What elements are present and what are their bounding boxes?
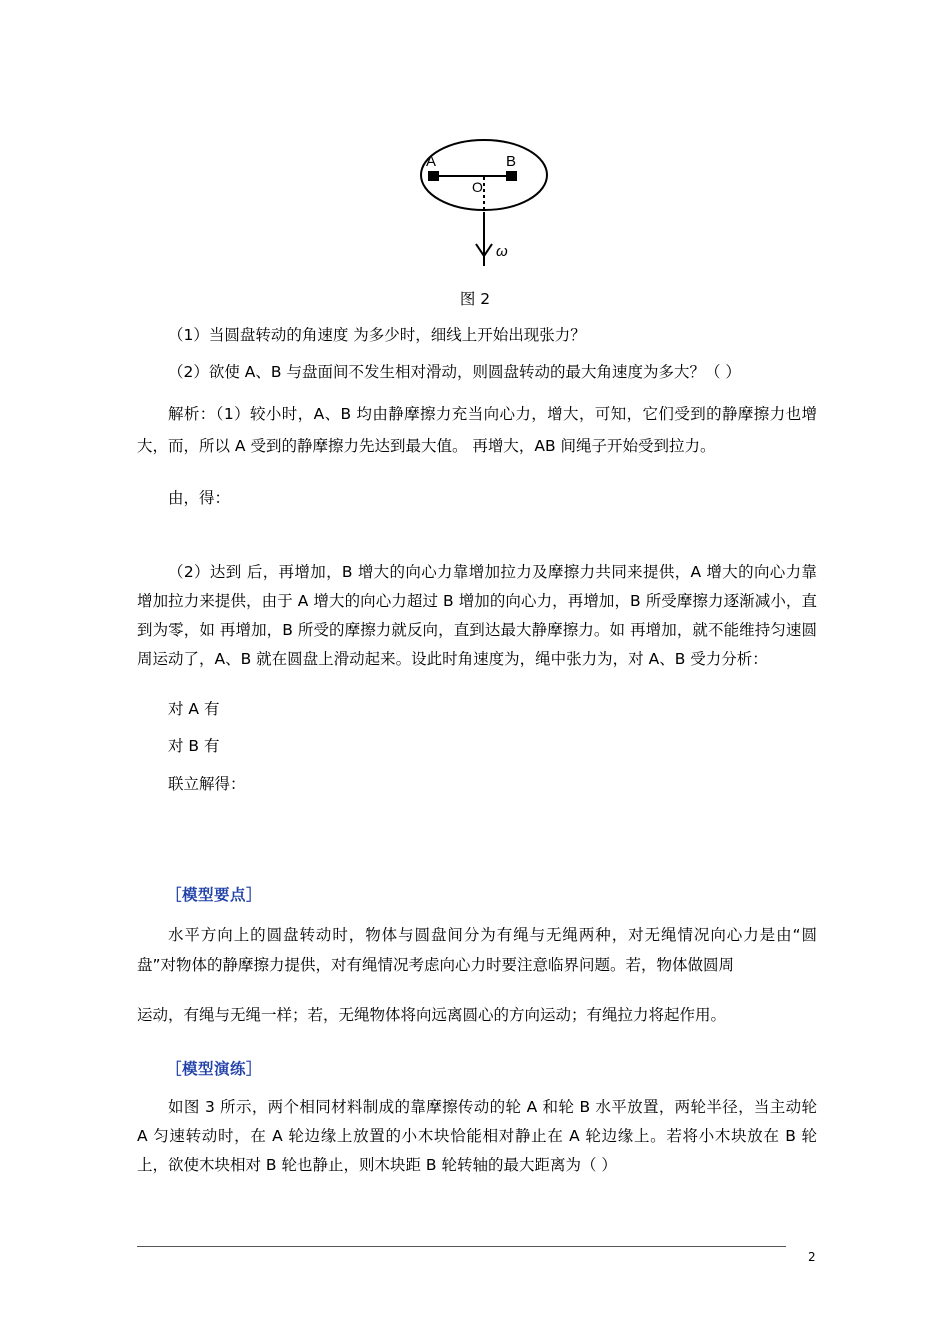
figure-caption: 图 2 — [459, 290, 491, 308]
analysis-solve: 联立解得： — [168, 775, 246, 793]
label-omega: ω — [496, 243, 508, 260]
label-o: O — [472, 179, 483, 195]
question-2: （2）欲使 A、B 与盘面间不发生相对滑动，则圆盘转动的最大角速度为多大？（ ） — [168, 363, 741, 381]
analysis-part2: （2）达到 后，再增加，B 增大的向心力靠增加拉力及摩擦力共同来提供，A 增大的向心力靠增加拉力来提供，由于 A 增大的向心力超过 B 增加的向心力，再增加，B 所受摩擦力逐渐减小，直到为零，如 再增加，B 所受的摩擦力就反向，直到达最大静摩擦力。如 再增加，就不能维持匀速圆周运动了，A、B 就在圆盘上滑动起来。设此时角速度为，绳中张力为，对 A、B 受力分析： — [137, 563, 817, 668]
analysis-from-get: 由，得： — [168, 489, 231, 507]
model-practice-body: 如图 3 所示，两个相同材料制成的靠摩擦传动的轮 A 和轮 B 水平放置，两轮半径，当主动轮 A 匀速转动时，在 A 轮边缘上放置的小木块恰能相对静止在 A 轮边缘上。若将小木块放在 B 轮上，欲使木块相对 B 轮也静止，则木块距 B 轮转轴的最大距离为（ ） — [137, 1098, 817, 1174]
model-practice-heading: ［模型演练］ — [166, 1060, 263, 1078]
analysis-for-a: 对 A 有 — [168, 700, 220, 718]
label-b: B — [506, 153, 517, 170]
footer-rule — [137, 1246, 786, 1247]
model-points-body2: 运动，有绳与无绳一样；若，无绳物体将向远离圆心的方向运动；有绳拉力将起作用。 — [137, 1006, 727, 1024]
page-number: 2 — [808, 1250, 816, 1264]
question-1: （1）当圆盘转动的角速度 为多少时，细线上开始出现张力？ — [168, 326, 586, 344]
disk-figure — [418, 138, 552, 268]
block-a — [428, 171, 439, 181]
model-points-body1: 水平方向上的圆盘转动时，物体与圆盘间分为有绳与无绳两种，对无绳情况向心力是由“圆盘”对物体的静摩擦力提供，对有绳情况考虑向心力时要注意临界问题。若，物体做圆周 — [137, 926, 817, 974]
block-b — [506, 171, 517, 181]
analysis-for-b: 对 B 有 — [168, 737, 220, 755]
model-points-heading: ［模型要点］ — [166, 886, 263, 904]
label-a: A — [426, 153, 437, 170]
analysis-part1: 解析：（1）较小时，A、B 均由静摩擦力充当向心力，增大，可知，它们受到的静摩擦力也增大，而，所以 A 受到的静摩擦力先达到最大值。 再增大，AB 间绳子开始受到拉力。 — [137, 405, 817, 455]
